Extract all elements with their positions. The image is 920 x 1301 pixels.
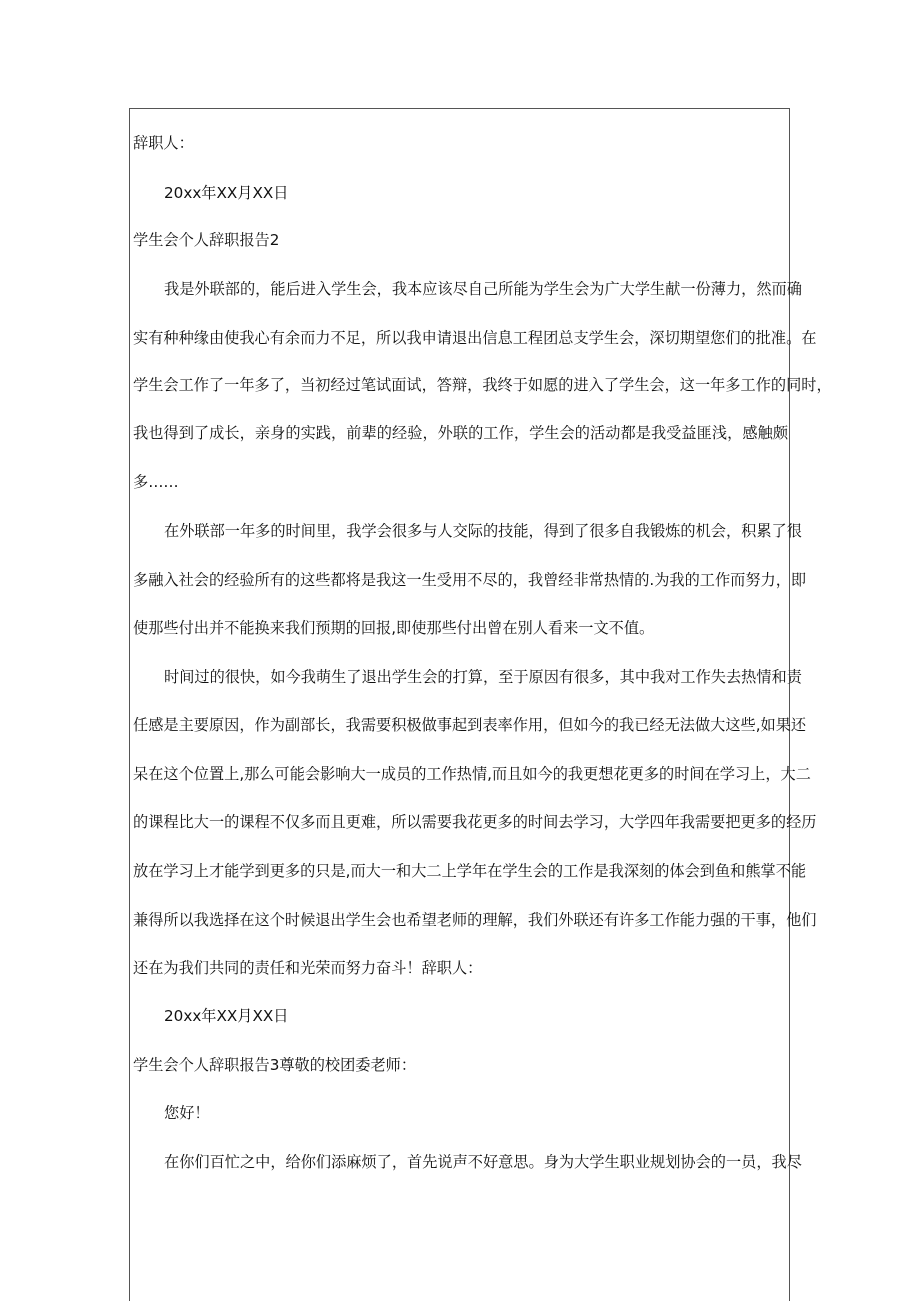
date-line: 20xx年XX月XX日 [164,1007,289,1025]
paragraph-line: 我也得到了成长，亲身的实践，前辈的经验，外联的工作，学生会的活动都是我受益匪浅，感触颇 [133,424,788,442]
paragraph-line: 我是外联部的，能后进入学生会，我本应该尽自己所能为学生会为广大学生献一份薄力，然而确 [164,280,802,298]
paragraph-line: 还在为我们共同的责任和光荣而努力奋斗！辞职人： [133,959,483,977]
date-line: 20xx年XX月XX日 [164,184,289,202]
paragraph-line: 实有种种缘由使我心有余而力不足，所以我申请退出信息工程团总支学生会，深切期望您们的批准。在 [133,329,817,347]
paragraph-line: 在你们百忙之中，给你们添麻烦了，首先说声不好意思。身为大学生职业规划协会的一员，我尽 [164,1153,802,1171]
greeting-line: 您好！ [164,1104,210,1122]
paragraph-line: 的课程比大一的课程不仅多而且更难，所以需要我花更多的时间去学习，大学四年我需要把更多的经历 [133,813,817,831]
paragraph-line: 兼得所以我选择在这个时候退出学生会也希望老师的理解，我们外联还有许多工作能力强的干事，他们 [133,911,817,929]
paragraph-line: 呆在这个位置上,那么可能会影响大一成员的工作热情,而且如今的我更想花更多的时间在学习上，大二 [133,765,811,783]
section-title: 学生会个人辞职报告2 [133,231,280,249]
paragraph-line: 在外联部一年多的时间里，我学会很多与人交际的技能，得到了很多自我锻炼的机会，积累了很 [164,522,802,540]
paragraph-line: 任感是主要原因，作为副部长，我需要积极做事起到表率作用，但如今的我已经无法做大这些,如果还 [133,716,807,734]
paragraph-line: 多融入社会的经验所有的这些都将是我这一生受用不尽的，我曾经非常热情的.为我的工作而努力，即 [133,571,807,589]
section-title: 学生会个人辞职报告3尊敬的校团委老师： [133,1056,417,1074]
paragraph-line: 使那些付出并不能换来我们预期的回报,即使那些付出曾在别人看来一文不值。 [133,619,655,637]
paragraph-line: 学生会工作了一年多了，当初经过笔试面试，答辩，我终于如愿的进入了学生会，这一年多工作的同时， [133,376,832,394]
signature-label: 辞职人： [133,134,194,152]
paragraph-line: 多…… [133,473,179,491]
paragraph-line: 放在学习上才能学到更多的只是,而大一和大二上学年在学生会的工作是我深刻的体会到鱼和熊掌不能 [133,862,807,880]
paragraph-line: 时间过的很快，如今我萌生了退出学生会的打算，至于原因有很多，其中我对工作失去热情和责 [164,668,802,686]
